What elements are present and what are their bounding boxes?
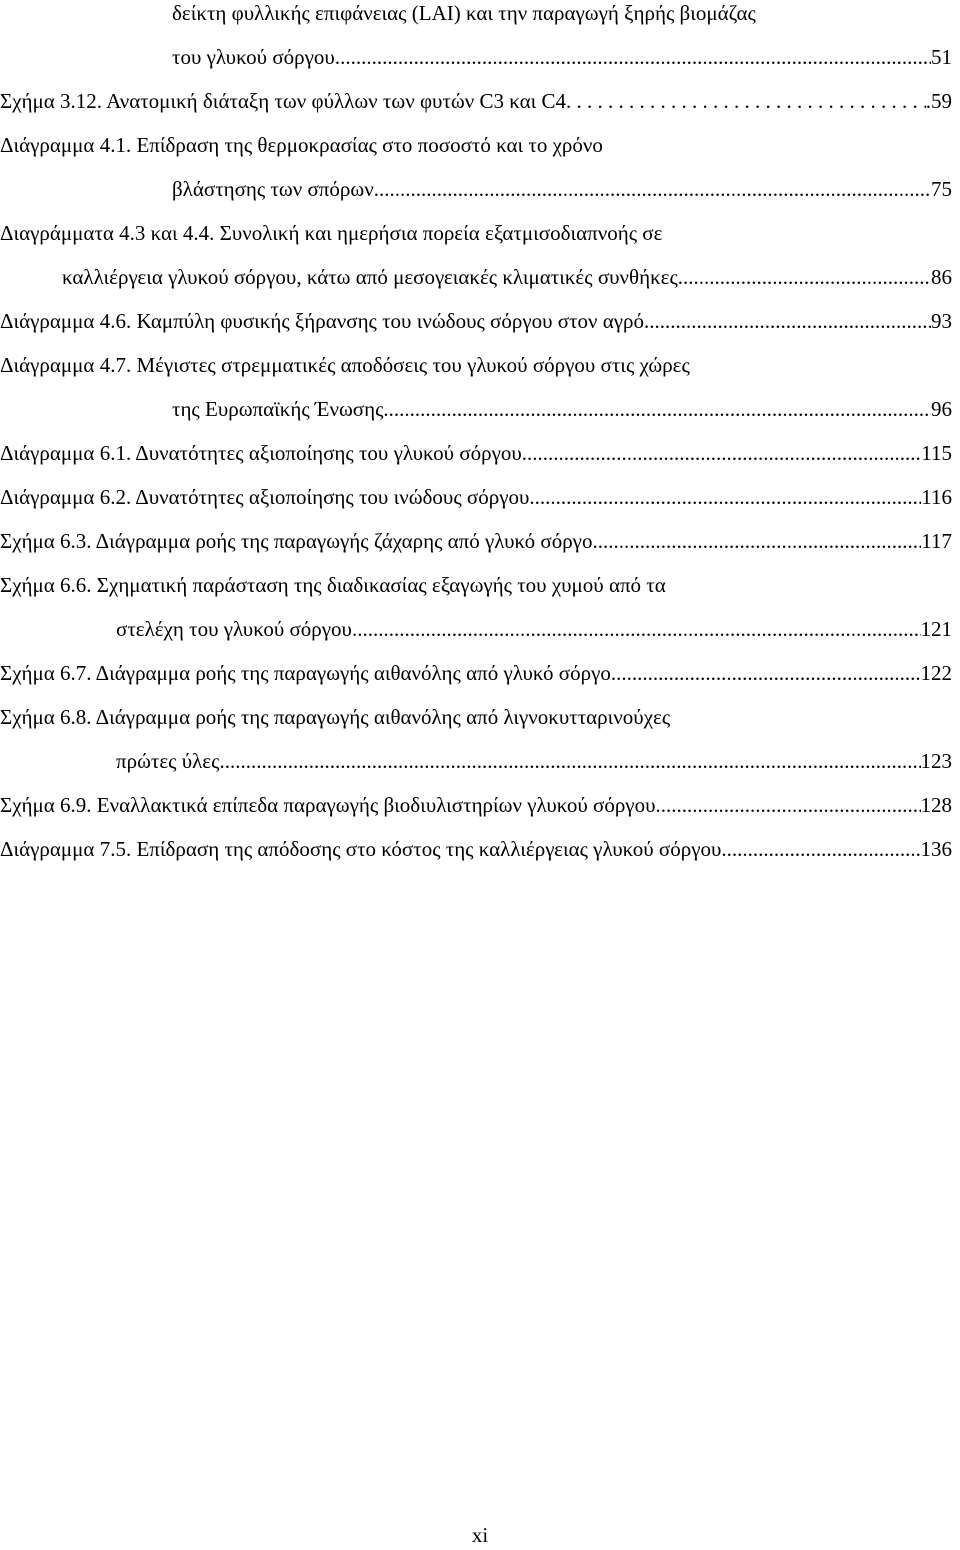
- toc-entry-text: στελέχη του γλυκού σόργου: [116, 617, 352, 641]
- toc-entry-text: Διάγραμμα 4.7. Μέγιστες στρεμματικές αποδόσεις του γλυκού σόργου στις χώρες: [0, 353, 690, 377]
- dot-leader: [374, 176, 931, 202]
- toc-entry-text: του γλυκού σόργου: [172, 45, 335, 69]
- dot-leader: [522, 440, 921, 466]
- toc-entry-text: της Ευρωπαϊκής Ένωσης: [172, 397, 384, 421]
- toc-entry-text: Σχήμα 6.8. Διάγραμμα ροής της παραγωγής αιθανόλης από λιγνοκυτταρινούχες: [0, 705, 671, 729]
- dot-leader: [611, 660, 921, 686]
- toc-page-number: 122: [920, 661, 952, 685]
- page-number: xi: [471, 1523, 489, 1547]
- toc-entry-text: Διαγράμματα 4.3 και 4.4. Συνολική και ημερήσια πορεία εξατμισοδιαπνοής σε: [0, 221, 663, 245]
- toc-page-number: 123: [920, 749, 952, 773]
- toc-page-number: 96: [931, 397, 952, 421]
- dot-leader: [678, 264, 931, 290]
- toc-entry-text: πρώτες ύλες: [116, 749, 220, 773]
- toc-page-number: 93: [931, 309, 952, 333]
- dot-leader: [352, 616, 921, 642]
- toc-page-number: 121: [920, 617, 952, 641]
- toc-entry-text: καλλιέργεια γλυκού σόργου, κάτω από μεσογειακές κλιματικές συνθήκες: [62, 265, 678, 289]
- dot-leader: [219, 748, 920, 774]
- toc-entry-text: Σχήμα 6.6. Σχηματική παράσταση της διαδικασίας εξαγωγής του χυμού από τα: [0, 573, 666, 597]
- toc-page-number: 128: [920, 793, 952, 817]
- toc-entry-text: Διάγραμμα 7.5. Επίδραση της απόδοσης στο κόστος της καλλιέργειας γλυκού σόργου: [0, 837, 722, 861]
- dot-leader: [529, 484, 921, 510]
- toc-entry-text: Σχήμα 6.7. Διάγραμμα ροής της παραγωγής αιθανόλης από γλυκό σόργο: [0, 661, 611, 685]
- dot-leader: [383, 396, 931, 422]
- toc-page-number: .59: [925, 89, 952, 113]
- toc-page-number: 75: [931, 177, 952, 201]
- dot-leader: [721, 836, 920, 862]
- dot-leader: [566, 88, 926, 114]
- toc-entry-text: δείκτη φυλλικής επιφάνειας (LAI) και την παραγωγή ξηρής βιομάζας: [172, 1, 756, 25]
- dot-leader: [644, 308, 931, 334]
- toc-page-number: 86: [931, 265, 952, 289]
- toc-entry-text: Σχήμα 3.12. Ανατομική διάταξη των φύλλων των φυτών C3 και C4: [0, 89, 567, 113]
- dot-leader: [335, 44, 931, 70]
- toc-entry-text: Σχήμα 6.3. Διάγραμμα ροής της παραγωγής ζάχαρης από γλυκό σόργο: [0, 529, 593, 553]
- toc-entry-text: βλάστησης των σπόρων: [172, 177, 374, 201]
- toc-page-number: 136: [920, 837, 952, 861]
- toc-entry-text: Διάγραμμα 4.1. Επίδραση της θερμοκρασίας στο ποσοστό και το χρόνο: [0, 133, 603, 157]
- toc-page-number: 51: [931, 45, 952, 69]
- page-footer: [0, 1522, 960, 1548]
- toc-page-number: 117: [921, 529, 952, 553]
- toc-entry-text: Διάγραμμα 6.2. Δυνατότητες αξιοποίησης του ινώδους σόργου: [0, 485, 530, 509]
- toc-page-number: 115: [921, 441, 952, 465]
- toc-entry-text: Διάγραμμα 6.1. Δυνατότητες αξιοποίησης του γλυκού σόργου: [0, 441, 522, 465]
- toc-entry-text: Σχήμα 6.9. Εναλλακτικά επίπεδα παραγωγής βιοδιυλιστηρίων γλυκού σόργου: [0, 793, 656, 817]
- dot-leader: [655, 792, 920, 818]
- toc-page-number: 116: [921, 485, 952, 509]
- dot-leader: [592, 528, 921, 554]
- toc-entry-text: Διάγραμμα 4.6. Καμπύλη φυσικής ξήρανσης του ινώδους σόργου στον αγρό: [0, 309, 645, 333]
